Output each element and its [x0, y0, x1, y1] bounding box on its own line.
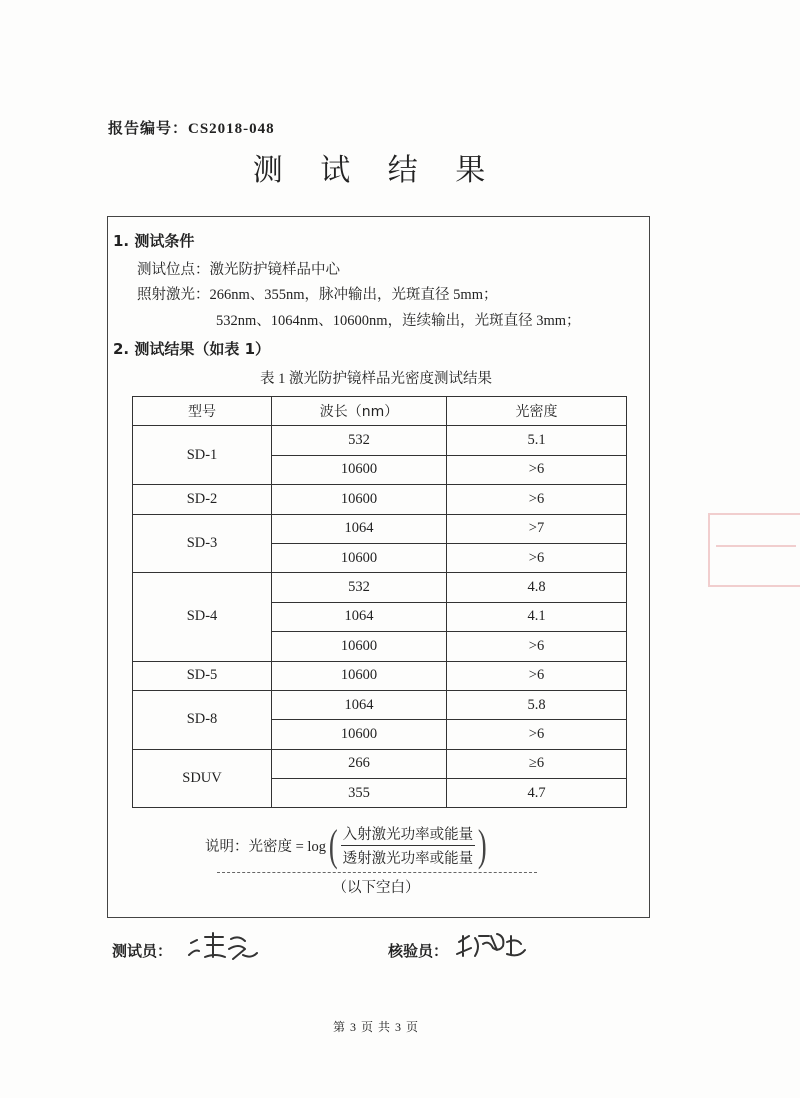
- cell-optical-density: 4.8: [447, 573, 627, 602]
- table-row: [133, 573, 627, 602]
- cell-optical-density: >6: [447, 720, 627, 749]
- header-optical-density: 光密度: [447, 397, 627, 426]
- cell-model: SD-3: [133, 514, 272, 573]
- formula-fraction: [341, 823, 476, 868]
- cell-optical-density: >6: [447, 485, 627, 514]
- cell-wavelength: 532: [272, 426, 447, 455]
- table-row: [133, 426, 627, 455]
- table-row: [133, 485, 627, 514]
- formula-numerator: 入射激光功率或能量: [341, 823, 476, 846]
- formula-denominator: 透射激光功率或能量: [342, 851, 474, 867]
- section-conditions-title: 1. 测试条件: [113, 232, 195, 250]
- table-header-row: [133, 397, 627, 426]
- report-number: 报告编号：CS2018-048: [108, 121, 275, 137]
- cell-optical-density: 4.1: [447, 602, 627, 631]
- header-wavelength: 波长（nm）: [272, 397, 447, 426]
- cell-optical-density: >7: [447, 514, 627, 543]
- cell-model: SD-4: [133, 573, 272, 661]
- cell-wavelength: 532: [272, 573, 447, 602]
- cell-model: SDUV: [133, 749, 272, 808]
- cell-optical-density: >6: [447, 455, 627, 484]
- cell-optical-density: ≥6: [447, 749, 627, 778]
- cell-wavelength: 10600: [272, 485, 447, 514]
- cell-model: SD-2: [133, 485, 272, 514]
- table-row: [133, 749, 627, 778]
- table-row: [133, 514, 627, 543]
- cell-wavelength: 1064: [272, 514, 447, 543]
- cell-wavelength: 266: [272, 749, 447, 778]
- table-row: [133, 661, 627, 690]
- left-paren: (: [328, 820, 338, 870]
- cell-optical-density: 5.1: [447, 426, 627, 455]
- reviewer-signature: [455, 926, 535, 962]
- table-caption: 表 1 激光防护镜样品光密度测试结果: [260, 371, 492, 387]
- page-footer: 第 3 页 共 3 页: [332, 1020, 419, 1034]
- header-model: 型号: [133, 397, 272, 426]
- results-table: [132, 396, 627, 808]
- cell-wavelength: 10600: [272, 543, 447, 572]
- blank-below-text: （以下空白）: [332, 880, 420, 896]
- cell-wavelength: 10600: [272, 632, 447, 661]
- cell-wavelength: 1064: [272, 602, 447, 631]
- laser-line-1: 照射激光：266nm、355nm，脉冲输出，光斑直径 5mm；: [137, 287, 498, 303]
- partial-seal: [708, 513, 800, 587]
- test-location: 测试位点：激光防护镜样品中心: [137, 262, 340, 278]
- page-title: 测 试 结 果: [252, 153, 500, 188]
- cell-wavelength: 10600: [272, 661, 447, 690]
- cell-optical-density: >6: [447, 632, 627, 661]
- right-paren: ): [478, 820, 487, 870]
- table-row: [133, 690, 627, 719]
- cell-optical-density: 5.8: [447, 690, 627, 719]
- cell-wavelength: 10600: [272, 720, 447, 749]
- cell-optical-density: >6: [447, 543, 627, 572]
- section-results-title: 2. 测试结果（如表 1）: [113, 340, 271, 358]
- dashed-divider: [217, 872, 537, 873]
- reviewer-label: 核验员：: [388, 942, 449, 960]
- formula-prefix: 说明：光密度 = log: [205, 839, 326, 855]
- cell-optical-density: >6: [447, 661, 627, 690]
- cell-model: SD-8: [133, 690, 272, 749]
- cell-model: SD-5: [133, 661, 272, 690]
- cell-wavelength: 355: [272, 779, 447, 808]
- cell-optical-density: 4.7: [447, 779, 627, 808]
- laser-line-2: 532nm、1064nm、10600nm，连续输出，光斑直径 3mm；: [216, 313, 581, 329]
- cell-wavelength: 1064: [272, 690, 447, 719]
- tester-label: 测试员：: [112, 942, 173, 960]
- formula-note: [205, 820, 490, 870]
- tester-signature: [185, 925, 265, 965]
- cell-model: SD-1: [133, 426, 272, 485]
- cell-wavelength: 10600: [272, 455, 447, 484]
